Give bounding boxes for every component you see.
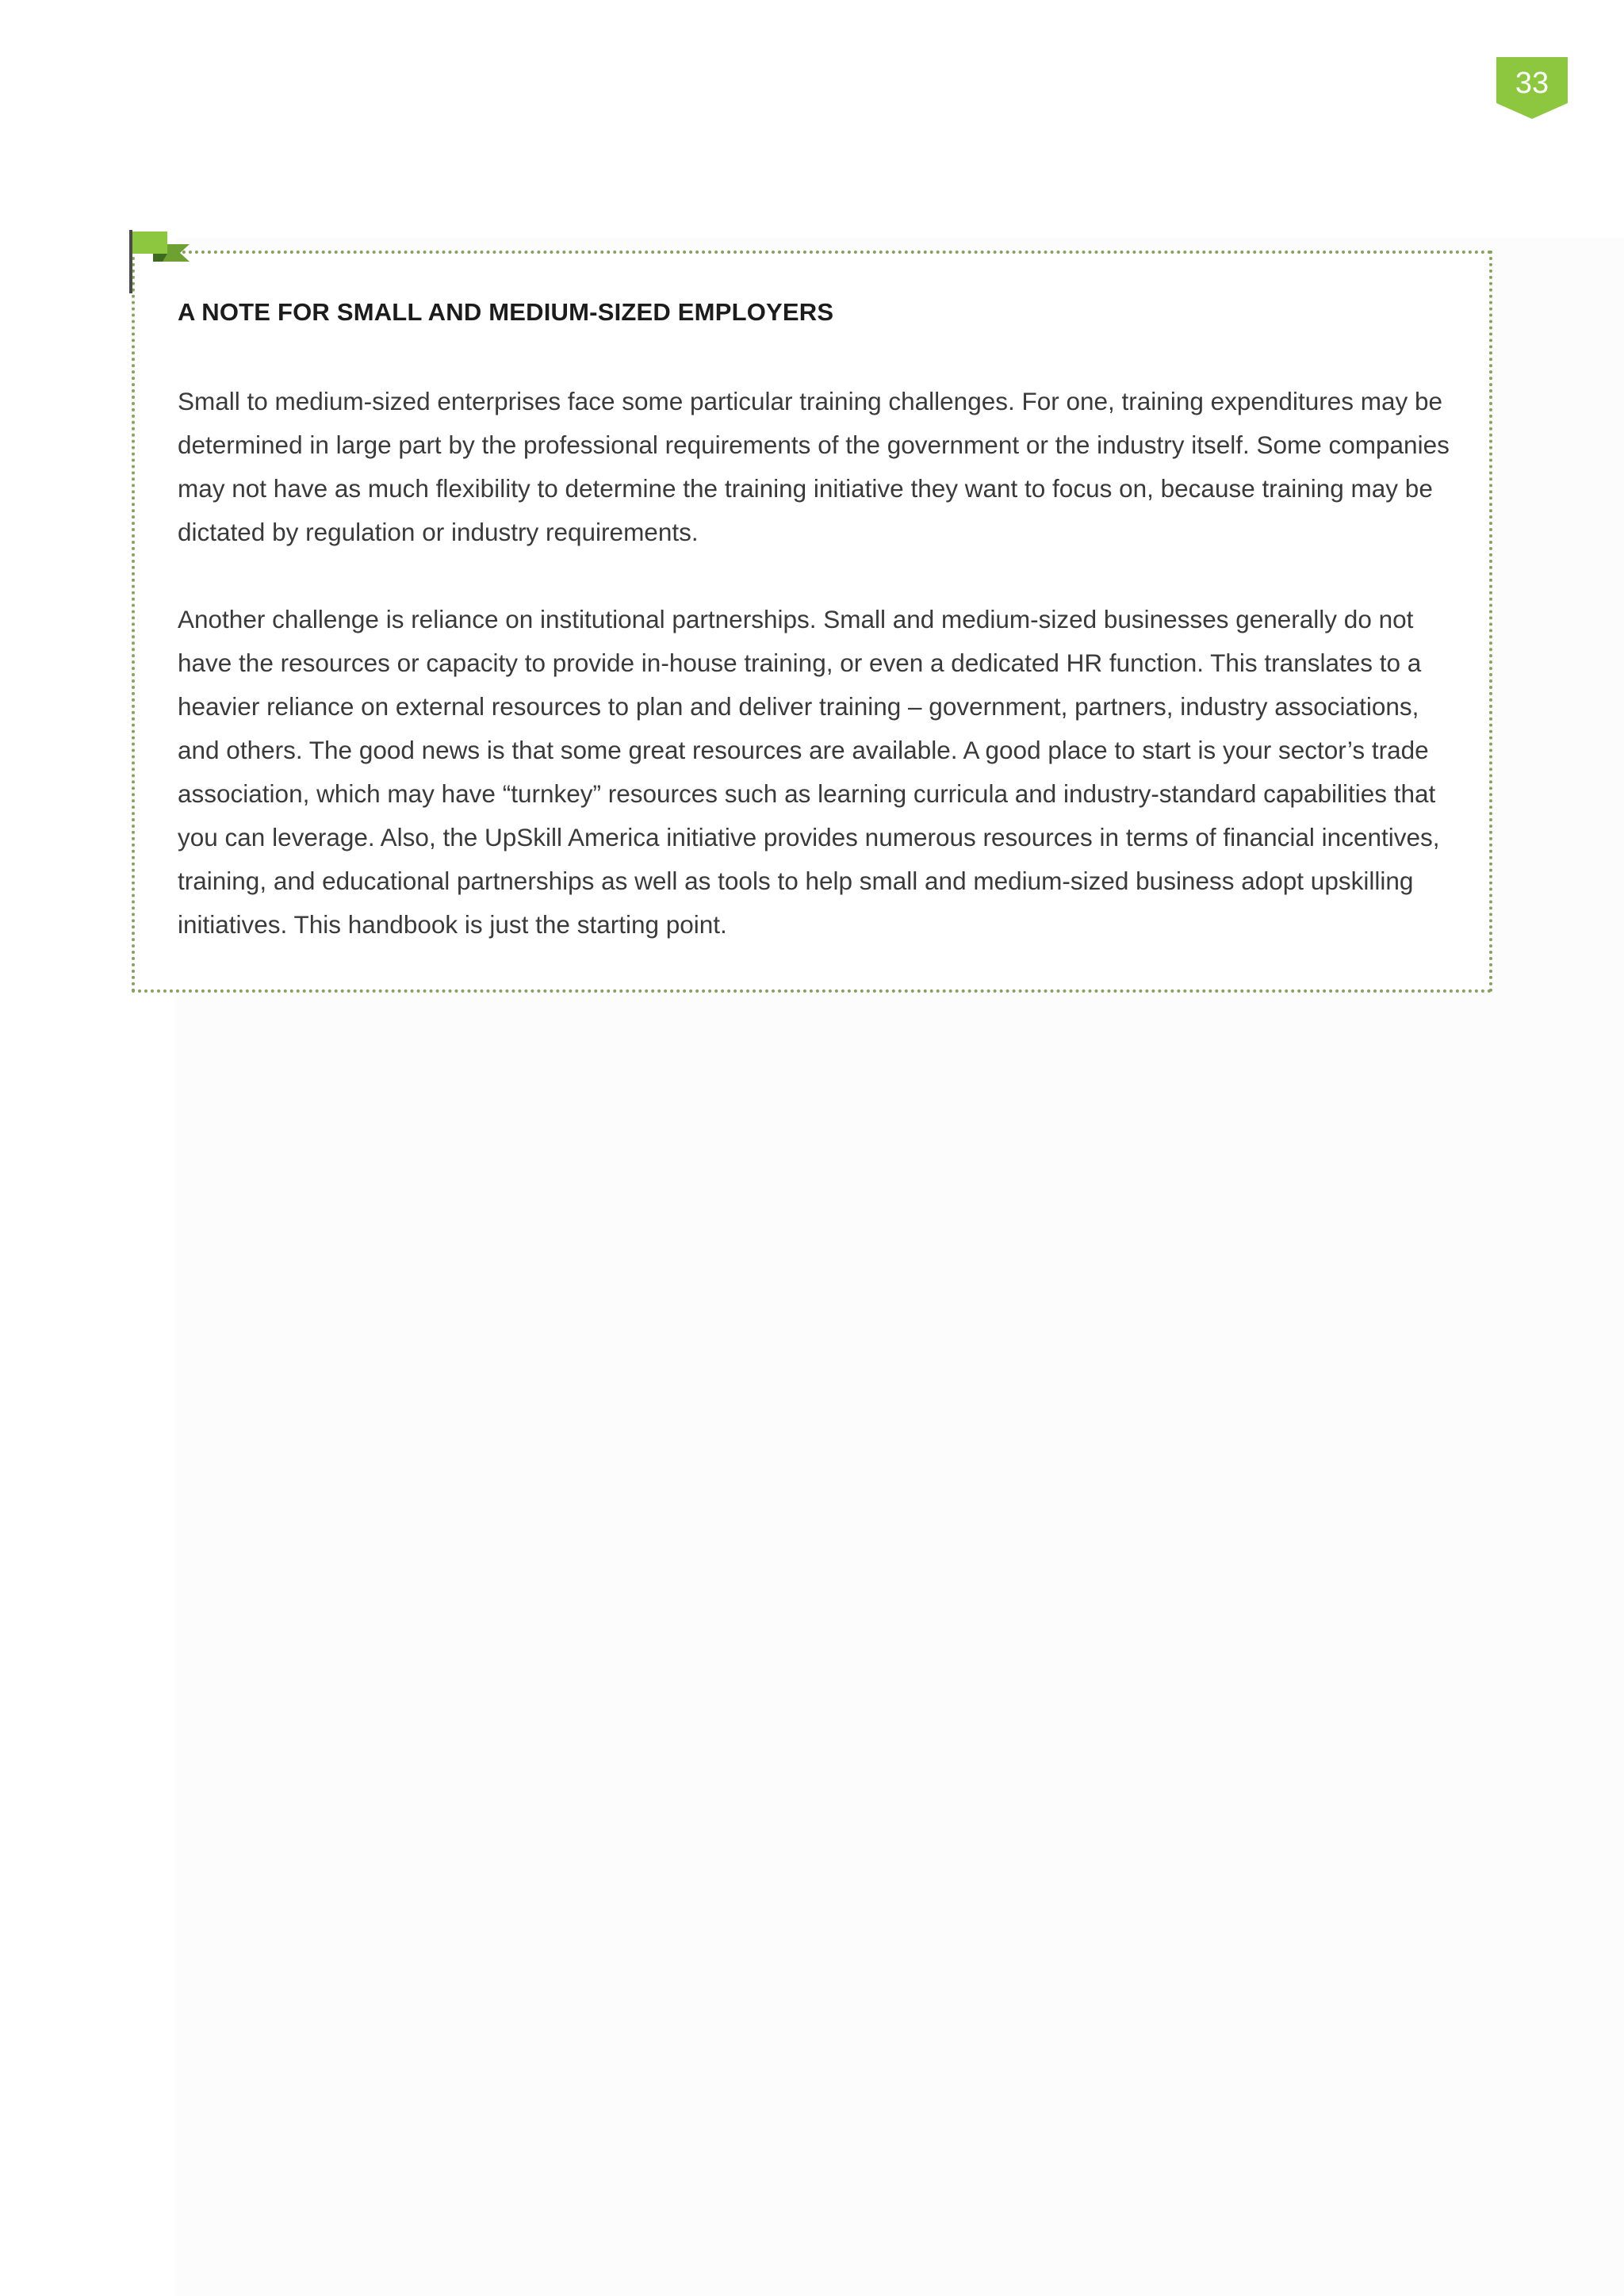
note-title: A NOTE FOR SMALL AND MEDIUM-SIZED EMPLOYERS: [178, 298, 834, 326]
flag-icon: [129, 230, 193, 297]
page-number-tab: [1496, 57, 1568, 119]
note-paragraph-2: Another challenge is reliance on institutional partnerships. Small and medium-sized businesses generally do not have the resources or capacity to provide in-house training, or even a dedicated HR function. This translates to a heavier reliance on external resources to plan and deliver training – government, partners, industry associations, and others. The good news is that some great resources are available. A good place to start is your sector’s trade association, which may have “turnkey” resources such as learning curricula and industry-standard capabilities that you can leverage. Also, the UpSkill America initiative provides numerous resources in terms of financial incentives, training, and educational partnerships as well as tools to help small and medium-sized business adopt upskilling initiatives. This handbook is just the starting point.: [178, 605, 1440, 939]
note-paragraph-1: Small to medium-sized enterprises face some particular training challenges. For one, training expenditures may be determined in large part by the professional requirements of the government or the industry itself. Some companies may not have as much flexibility to determine the training initiative they want to focus on, because training may be dictated by regulation or industry requirements.: [178, 387, 1450, 546]
page-number: 33: [1515, 67, 1549, 100]
